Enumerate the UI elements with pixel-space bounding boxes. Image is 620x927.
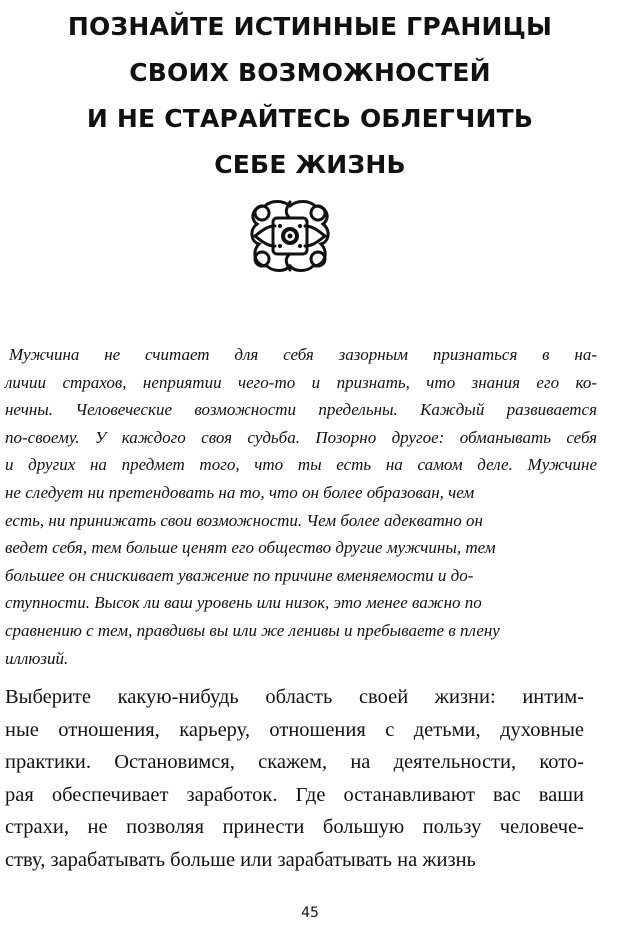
epigraph-line: иллюзий.	[5, 648, 69, 668]
chapter-title-line: СВОИХ ВОЗМОЖНОСТЕЙ	[129, 58, 491, 87]
body-line: практики. Остановимся, скажем, на деятельности, кото-	[5, 751, 584, 774]
epigraph-line: и других на предмет того, что ты есть на самом деле. Мужчине	[5, 455, 597, 475]
body-line: рая обеспечивает заработок. Где останавливают вас ваши	[5, 783, 584, 806]
epigraph-line: нечны. Человеческие возможности предельны. Каждый развивается	[5, 400, 597, 420]
body-line: ные отношения, карьеру, отношения с детьми, духовные	[5, 718, 584, 741]
epigraph-line: ступности. Высок ли ваш уровень или низок, это менее важно по	[5, 593, 482, 613]
page-number: 45	[301, 905, 319, 921]
body-line: ству, зарабатывать больше или зарабатывать на жизнь	[5, 848, 476, 871]
epigraph-line: не следует ни претендовать на то, что он более образован, чем	[5, 482, 475, 502]
chapter-title	[0, 4, 620, 188]
epigraph-line: есть, ни принижать свои возможности. Чем более адекватно он	[5, 510, 483, 530]
celtic-knot-ornament-icon	[245, 196, 335, 276]
body-paragraph	[5, 681, 584, 877]
body-line: страхи, не позволяя принести большую пользу человече-	[5, 816, 584, 839]
epigraph-line: сравнению с тем, правдивы вы или же ленивы и пребываете в плену	[5, 620, 500, 640]
chapter-title-line: ПОЗНАЙТЕ ИСТИННЫЕ ГРАНИЦЫ	[67, 12, 553, 41]
epigraph-line: личии страхов, неприятии чего-то и признать, что знания его ко-	[5, 372, 597, 392]
chapter-title-line: СЕБЕ ЖИЗНЬ	[214, 150, 406, 179]
epigraph-paragraph	[5, 341, 597, 672]
epigraph-line: ведет себя, тем больше ценят его общество другие мужчины, тем	[5, 538, 496, 558]
body-line: Выберите какую-нибудь область своей жизни: интим-	[5, 686, 584, 708]
epigraph-line: большее он снискивает уважение по причине вменяемости и до-	[5, 565, 474, 585]
epigraph-line: по-своему. У каждого своя судьба. Позорно другое: обманывать себя	[5, 427, 597, 447]
chapter-title-line: И НЕ СТАРАЙТЕСЬ ОБЛЕГЧИТЬ	[86, 104, 534, 133]
epigraph-line: Мужчина не считает для себя зазорным признаться в на-	[9, 345, 597, 364]
